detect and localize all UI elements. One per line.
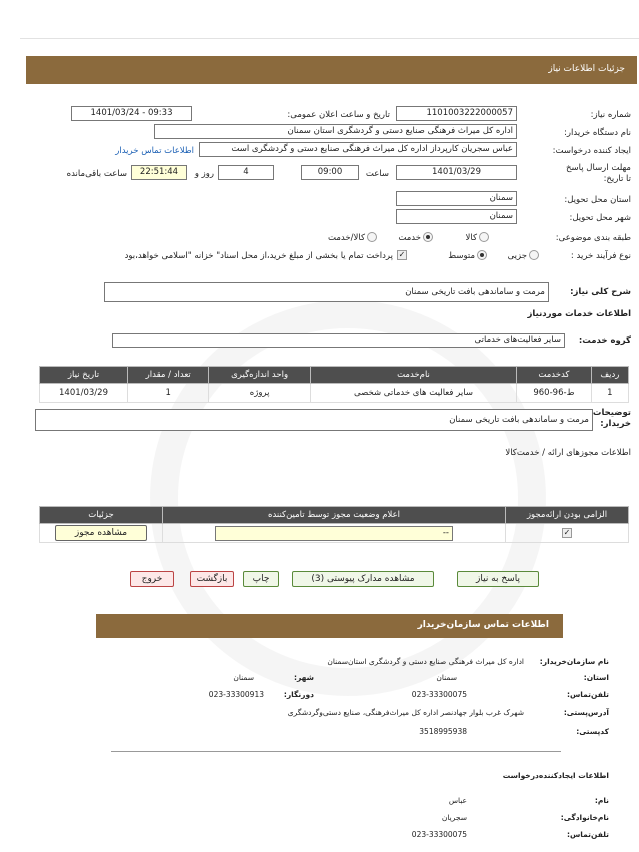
contact-fax-value: 023-33300913 bbox=[208, 690, 264, 699]
creator-phone-value: 023-33300075 bbox=[411, 830, 467, 839]
remaining-time-field: 22:51:44 bbox=[131, 165, 187, 180]
contact-address-value: شهرک غرب بلوار جهاد‌نصر اداره کل میراث‌فرهنگی، صنایع دستی‌وگردشگری bbox=[287, 708, 524, 717]
category-goods-label: کالا bbox=[465, 233, 477, 243]
contact-header bbox=[96, 614, 563, 638]
contact-province-label: استان: bbox=[583, 673, 609, 682]
service-header-5: تاریخ نیاز bbox=[40, 367, 128, 384]
contact-divider bbox=[111, 751, 561, 752]
breadcrumb: جزئیات اطلاعات نیاز bbox=[548, 64, 625, 74]
service-cell: 1 bbox=[128, 384, 209, 403]
permit-status-field: -- bbox=[215, 526, 453, 541]
summary-label: شرح کلی نیاز: bbox=[570, 287, 631, 297]
city-field: سمنان bbox=[396, 209, 517, 224]
contact-postal-label: کدپستی: bbox=[576, 727, 609, 736]
payment-note: پرداخت تمام یا بخشی از مبلغ خرید،از محل اسناد" خزانه "اسلامی خواهد،بود bbox=[124, 251, 393, 261]
permit-header-0: الزامی بودن ارائه‌مجوز bbox=[506, 507, 629, 524]
service-header-0: ردیف bbox=[591, 367, 628, 384]
buyer-contact-link[interactable]: اطلاعات تماس خریدار bbox=[115, 146, 194, 156]
permit-header-2: جزئیات bbox=[40, 507, 163, 524]
announce-field: 1401/03/24 - 09:33 bbox=[71, 106, 192, 121]
exit-button[interactable]: خروج bbox=[130, 571, 174, 587]
province-field: سمنان bbox=[396, 191, 517, 206]
permit-required-checkbox[interactable]: ✓ bbox=[563, 528, 571, 537]
deadline-time-label: ساعت bbox=[365, 169, 389, 179]
days-field: 4 bbox=[218, 165, 274, 180]
process-medium-radio[interactable] bbox=[477, 250, 487, 260]
buyer-desc-label: توضیحات خریدار: bbox=[592, 408, 631, 429]
service-header-4: تعداد / مقدار bbox=[128, 367, 209, 384]
service-header-1: کدخدمت bbox=[517, 367, 592, 384]
group-label: گروه خدمت: bbox=[578, 336, 631, 346]
process-medium-label: متوسط bbox=[448, 251, 475, 261]
summary-field: مرمت و ساماندهی بافت تاریخی سمنان bbox=[104, 282, 549, 302]
buyer-label: نام دستگاه خریدار: bbox=[564, 128, 631, 138]
service-table bbox=[39, 366, 629, 403]
creator-last-name-value: سجریان bbox=[441, 813, 467, 822]
service-cell: 1401/03/29 bbox=[40, 384, 128, 403]
category-service-radio[interactable] bbox=[423, 232, 433, 242]
contact-city-value: سمنان bbox=[233, 673, 254, 682]
permits-title: اطلاعات مجوزهای ارائه / خدمت‌کالا bbox=[505, 448, 631, 458]
service-cell: ط-96-960 bbox=[517, 384, 592, 403]
city-label: شهر محل تحویل: bbox=[569, 213, 631, 223]
treasury-checkbox[interactable]: ✓ bbox=[398, 250, 406, 259]
creator-phone-label: تلفن‌تماس: bbox=[566, 830, 609, 839]
category-goods-radio[interactable] bbox=[479, 232, 489, 242]
contact-org-value: اداره کل میراث فرهنگی صنایع دستی و گردشگری استان‌سمنان bbox=[327, 657, 524, 666]
category-label: طبقه بندی موضوعی: bbox=[555, 233, 631, 243]
category-goods-service-radio[interactable] bbox=[367, 232, 377, 242]
contact-postal-value: 3518995938 bbox=[419, 727, 467, 736]
need-number-field: 1101003222000057 bbox=[396, 106, 517, 121]
service-row bbox=[40, 384, 629, 403]
contact-city-label: شهر: bbox=[294, 673, 314, 682]
announce-label: تاریخ و ساعت اعلان عمومی: bbox=[287, 110, 390, 120]
permit-row bbox=[40, 524, 629, 543]
deadline-time-field: 09:00 bbox=[301, 165, 359, 180]
permit-table bbox=[39, 506, 629, 543]
process-label: نوع فرآیند خرید : bbox=[570, 251, 631, 261]
creator-first-name-label: نام: bbox=[594, 796, 609, 805]
print-button[interactable]: چاپ bbox=[243, 571, 279, 587]
service-cell: 1 bbox=[591, 384, 628, 403]
creator-first-name-value: عباس bbox=[448, 796, 467, 805]
reply-button[interactable]: پاسخ به نیاز bbox=[457, 571, 539, 587]
category-service-label: خدمت bbox=[398, 233, 421, 243]
creator-field: عباس سجریان کارپرداز اداره کل میراث فرهنگی صنایع دستی و گردشگری است bbox=[199, 142, 517, 157]
contact-title: اطلاعات تماس سازمان‌خریدار bbox=[417, 620, 549, 630]
buyer-desc-field: مرمت و ساماندهی بافت تاریخی سمنان bbox=[35, 409, 593, 431]
days-label: روز و bbox=[194, 169, 214, 179]
services-title: اطلاعات خدمات مورد‌نیاز bbox=[527, 309, 631, 319]
contact-phone-value: 023-33300075 bbox=[411, 690, 467, 699]
group-field: سایر فعالیت‌های خدماتی bbox=[112, 333, 565, 348]
contact-org-label: نام سازمان‌خریدار: bbox=[539, 657, 609, 666]
creator-section-title: اطلاعات ایجادکننده‌درخواست bbox=[502, 771, 609, 780]
service-cell: پروژه bbox=[209, 384, 310, 403]
process-partial-radio[interactable] bbox=[529, 250, 539, 260]
page-header bbox=[26, 56, 637, 84]
remaining-label: ساعت باقی‌مانده bbox=[66, 169, 127, 179]
province-label: استان محل تحویل: bbox=[564, 195, 631, 205]
deadline-date-field: 1401/03/29 bbox=[396, 165, 517, 180]
permit-header-1: اعلام وضعیت مجوز توسط تامین‌کننده bbox=[163, 507, 506, 524]
deadline-label: مهلت ارسال پاسخ تا تاریخ: bbox=[566, 163, 631, 184]
attachments-button[interactable]: مشاهده مدارک پیوستی (3) bbox=[292, 571, 434, 587]
service-header-2: نام‌خدمت bbox=[310, 367, 516, 384]
contact-address-label: آدرس‌پستی: bbox=[563, 708, 609, 717]
process-partial-label: جزیی bbox=[507, 251, 527, 261]
creator-label: ایجاد کننده درخواست: bbox=[552, 146, 631, 156]
contact-province-value: سمنان bbox=[436, 673, 457, 682]
creator-last-name-label: نام‌خانوادگی: bbox=[560, 813, 609, 822]
need-number-label: شماره نیاز: bbox=[590, 110, 631, 120]
contact-phone-label: تلفن‌تماس: bbox=[566, 690, 609, 699]
category-goods-service-label: کالا/خدمت bbox=[328, 233, 365, 243]
buyer-field: اداره کل میراث فرهنگی صنایع دستی و گردشگری استان سمنان bbox=[154, 124, 517, 139]
back-button[interactable]: بازگشت bbox=[190, 571, 234, 587]
view-permit-button[interactable]: مشاهده مجوز bbox=[55, 525, 147, 541]
service-cell: سایر فعالیت های خدماتی شخصی bbox=[310, 384, 516, 403]
service-header-3: واحد اندازه‌گیری bbox=[209, 367, 310, 384]
contact-fax-label: دورنگار: bbox=[283, 690, 314, 699]
